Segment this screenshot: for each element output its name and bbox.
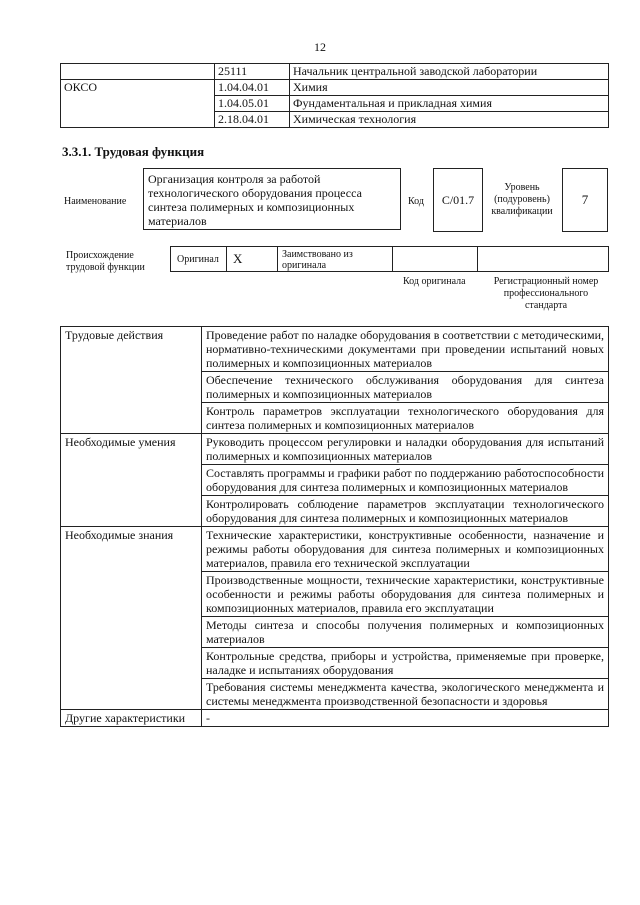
table-cell: 1.04.05.01 [215,96,290,112]
table-cell: 2.18.04.01 [215,112,290,128]
table-cell: Методы синтеза и способы получения полимерных и композиционных материалов [202,617,609,648]
table-cell: Технические характеристики, конструктивные особенности, назначение и режимы работы оборудования для синтеза полимерных и композиционных материалов, правила его технической эксплуатации [202,527,609,572]
table-row [61,80,609,96]
table-cell: Составлять программы и графики работ по поддержанию работоспособности оборудования для синтеза полимерных и композиционных материалов [202,465,609,496]
table-cell: Руководить процессом регулировки и наладки оборудования для испытаний полимерных и композиционных материалов [202,434,609,465]
table-cell [61,112,215,128]
table-cell: Начальник центральной заводской лаборатории [290,64,609,80]
original-cell: Оригинал [170,246,227,272]
table-cell: Контроль параметров эксплуатации технологического оборудования для синтеза полимерных и композиционных материалов [202,403,609,434]
table-cell [61,96,215,112]
table-cell: 25111 [215,64,290,80]
table-cell: Контролировать соблюдение параметров эксплуатации технологического оборудования для синтеза полимерных и композиционных материалов [202,496,609,527]
table-cell: ОКСО [61,80,215,96]
table-row [61,327,609,372]
table-row [61,64,609,80]
function-name-box: Организация контроля за работой технологического оборудования процесса синтеза полимерных и композиционных материалов [143,168,401,230]
name-label: Наименование [64,196,127,207]
table-cell: Требования системы менеджмента качества, экологического менеджмента и системы менеджмента производственной безопасности и здоровья [202,679,609,710]
function-code-box: C/01.7 [433,168,483,232]
function-details-table [60,326,609,727]
table-row [61,434,609,465]
code-original-caption: Код оригинала [403,276,466,287]
borrowed-cell: Заимствовано из оригинала [277,246,393,272]
table-row [61,96,609,112]
code-original-cell [392,246,478,272]
table-row [61,710,609,727]
reg-number-cell [477,246,609,272]
original-mark-cell: X [226,246,278,272]
table-cell: Обеспечение технического обслуживания оборудования для синтеза полимерных и композиционных материалов [202,372,609,403]
table-cell: Фундаментальная и прикладная химия [290,96,609,112]
table-cell: Проведение работ по наладке оборудования в соответствии с методическими, нормативно-техническими документами при проведении испытаний новых полимерных и композиционных материалов [202,327,609,372]
category-cell: Необходимые умения [61,434,202,527]
table-cell: Химическая технология [290,112,609,128]
origin-label: Происхождение трудовой функции [66,250,145,273]
table-cell: Контрольные средства, приборы и устройства, применяемые при проверке, наладке и испытаниях оборудования [202,648,609,679]
category-cell: Трудовые действия [61,327,202,434]
page-number: 12 [314,40,326,54]
table-cell [61,64,215,80]
code-label: Код [408,196,424,207]
category-cell: Другие характеристики [61,710,202,727]
level-label: Уровень (подуровень) квалификации [491,182,553,217]
reg-number-caption: Регистрационный номер профессионального стандарта [493,276,599,311]
table-cell: Производственные мощности, технические характеристики, конструктивные особенности и режимы работы оборудования для синтеза полимерных и композиционных материалов, правила его эксплуатации [202,572,609,617]
table-cell: Химия [290,80,609,96]
table-cell: 1.04.04.01 [215,80,290,96]
okso-table [60,63,609,128]
table-row [61,527,609,572]
category-cell: Необходимые знания [61,527,202,710]
level-value-box: 7 [562,168,608,232]
table-row [61,112,609,128]
table-cell: - [202,710,609,727]
section-title: 3.3.1. Трудовая функция [62,144,205,159]
